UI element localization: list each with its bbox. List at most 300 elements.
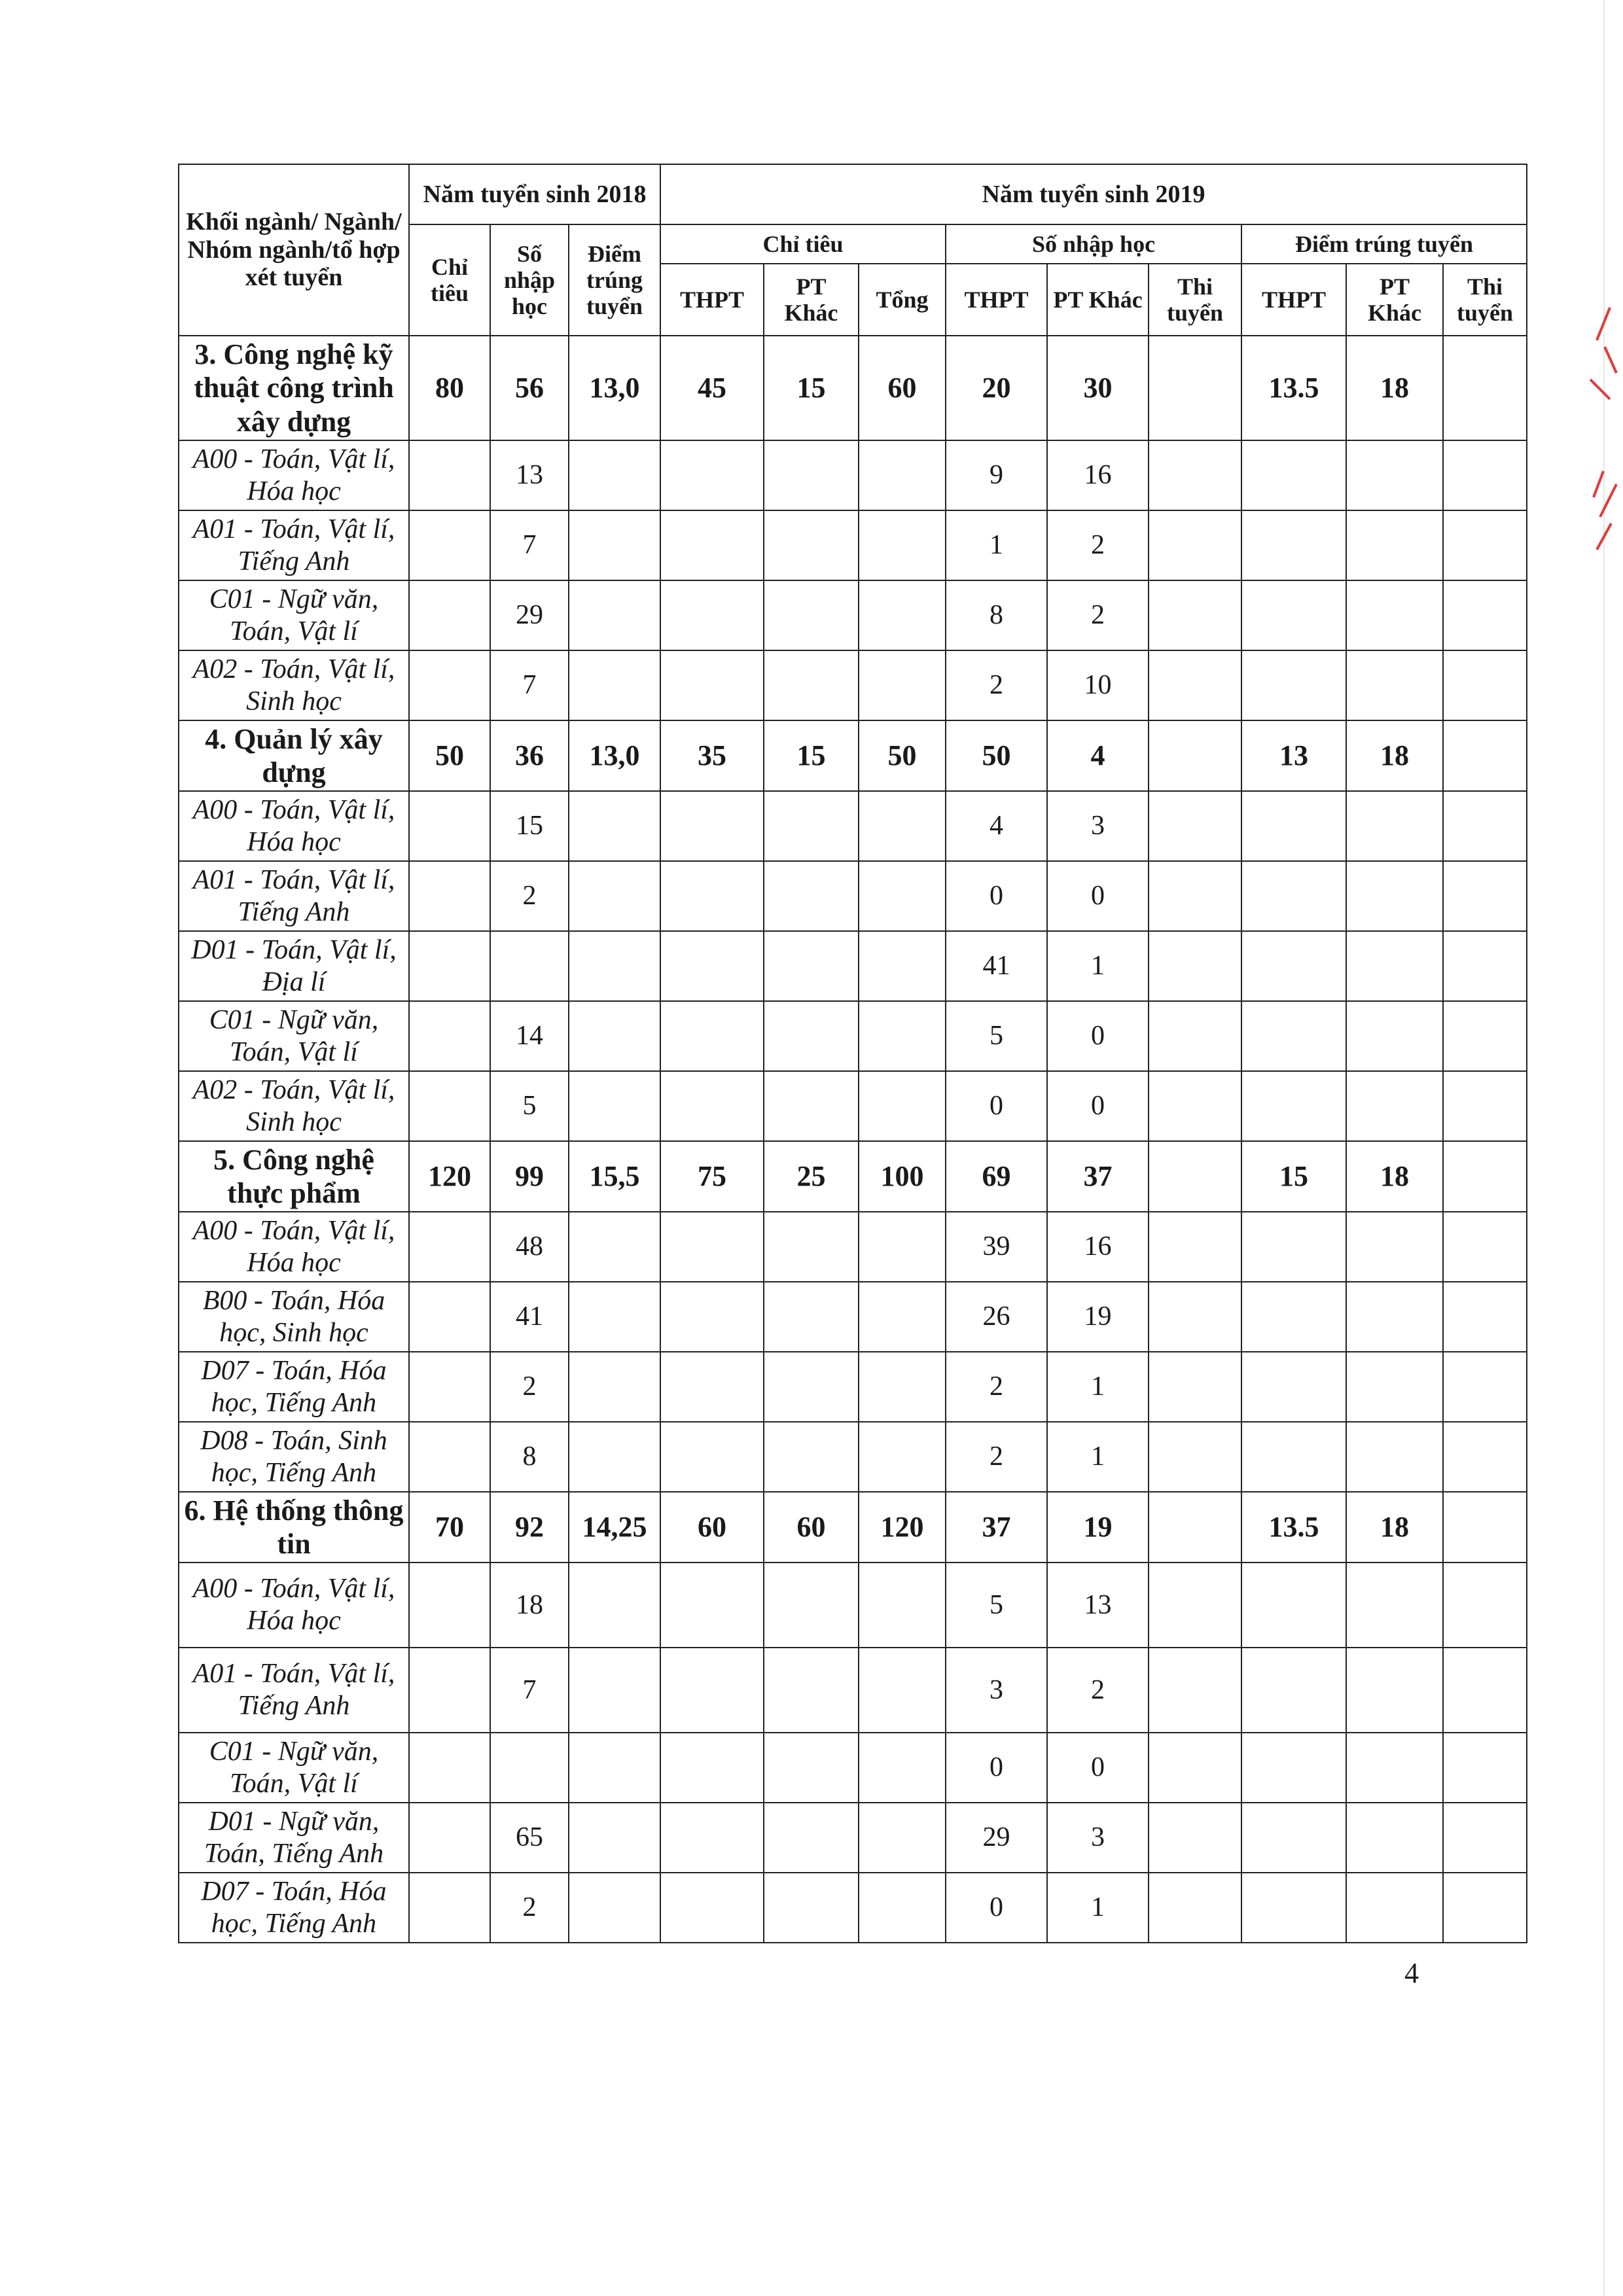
cell-quota-2018 <box>409 1733 490 1803</box>
cell-score-thi-tuyen <box>1443 1212 1527 1282</box>
cell-quota-2018: 70 <box>409 1492 490 1563</box>
cell-score-2018 <box>569 791 660 861</box>
cell-enrolled-thi-tuyen <box>1149 580 1241 650</box>
cell-enrolled-thi-tuyen <box>1149 931 1241 1001</box>
cell-score-pt-khac <box>1346 1071 1443 1141</box>
cell-score-thi-tuyen <box>1443 1352 1527 1422</box>
cell-quota-thpt <box>660 1648 764 1733</box>
cell-enrolled-thpt: 0 <box>946 1873 1047 1943</box>
cell-enrolled-2018: 2 <box>490 861 569 931</box>
cell-score-thpt <box>1241 1873 1346 1943</box>
header-quota-2019: Chỉ tiêu <box>660 224 946 264</box>
table-header <box>179 164 1527 336</box>
program-row <box>179 1141 1527 1212</box>
cell-program: 5. Công nghệ thực phẩm <box>179 1141 409 1212</box>
cell-quota-2018 <box>409 1563 490 1648</box>
cell-program: 6. Hệ thống thông tin <box>179 1492 409 1563</box>
cell-program: A01 - Toán, Vật lí, Tiếng Anh <box>179 861 409 931</box>
cell-score-pt-khac <box>1346 791 1443 861</box>
cell-quota-tong <box>859 1212 946 1282</box>
cell-enrolled-thi-tuyen <box>1149 650 1241 720</box>
cell-enrolled-2018 <box>490 1733 569 1803</box>
cell-score-thi-tuyen <box>1443 861 1527 931</box>
cell-enrolled-pt-khac: 10 <box>1047 650 1149 720</box>
cell-enrolled-thpt: 3 <box>946 1648 1047 1733</box>
cell-enrolled-pt-khac: 1 <box>1047 1352 1149 1422</box>
cell-score-thpt <box>1241 1352 1346 1422</box>
cell-enrolled-2018: 92 <box>490 1492 569 1563</box>
cell-quota-tong: 50 <box>859 720 946 791</box>
cell-enrolled-thi-tuyen <box>1149 720 1241 791</box>
cell-quota-2018 <box>409 650 490 720</box>
combination-row <box>179 1352 1527 1422</box>
cell-score-2018 <box>569 1733 660 1803</box>
cell-score-pt-khac: 18 <box>1346 1492 1443 1563</box>
cell-quota-thpt: 60 <box>660 1492 764 1563</box>
cell-quota-thpt <box>660 1873 764 1943</box>
cell-enrolled-2018: 7 <box>490 1648 569 1733</box>
cell-score-thi-tuyen <box>1443 510 1527 580</box>
cell-score-thi-tuyen <box>1443 1733 1527 1803</box>
cell-quota-pt-khac: 15 <box>764 720 859 791</box>
cell-quota-tong <box>859 1803 946 1873</box>
cell-enrolled-thpt: 8 <box>946 580 1047 650</box>
cell-score-thpt <box>1241 510 1346 580</box>
cell-program: A01 - Toán, Vật lí, Tiếng Anh <box>179 1648 409 1733</box>
cell-enrolled-2018: 36 <box>490 720 569 791</box>
cell-quota-thpt <box>660 1001 764 1071</box>
cell-enrolled-2018: 56 <box>490 336 569 440</box>
cell-enrolled-thpt: 20 <box>946 336 1047 440</box>
cell-score-2018 <box>569 1422 660 1492</box>
cell-enrolled-pt-khac: 4 <box>1047 720 1149 791</box>
cell-quota-2018 <box>409 1001 490 1071</box>
cell-enrolled-thi-tuyen <box>1149 1212 1241 1282</box>
cell-quota-2018: 50 <box>409 720 490 791</box>
cell-quota-tong: 60 <box>859 336 946 440</box>
cell-enrolled-2018: 5 <box>490 1071 569 1141</box>
cell-enrolled-pt-khac: 0 <box>1047 1001 1149 1071</box>
cell-enrolled-thpt: 39 <box>946 1212 1047 1282</box>
cell-enrolled-2018: 48 <box>490 1212 569 1282</box>
cell-quota-2018 <box>409 861 490 931</box>
cell-enrolled-thpt: 2 <box>946 1422 1047 1492</box>
cell-score-pt-khac <box>1346 1648 1443 1733</box>
cell-program: A00 - Toán, Vật lí, Hóa học <box>179 1212 409 1282</box>
combination-row <box>179 1212 1527 1282</box>
cell-enrolled-thi-tuyen <box>1149 510 1241 580</box>
cell-enrolled-thi-tuyen <box>1149 1071 1241 1141</box>
cell-quota-thpt <box>660 1422 764 1492</box>
cell-program: A02 - Toán, Vật lí, Sinh học <box>179 650 409 720</box>
header-enrolled-thi-tuyen: Thi tuyển <box>1149 264 1241 336</box>
header-quota-thpt: THPT <box>660 264 764 336</box>
cell-score-thpt <box>1241 1071 1346 1141</box>
cell-quota-tong <box>859 440 946 510</box>
combination-row <box>179 650 1527 720</box>
table-body <box>179 336 1527 1943</box>
cell-enrolled-thpt: 37 <box>946 1492 1047 1563</box>
cell-enrolled-pt-khac: 16 <box>1047 1212 1149 1282</box>
cell-score-thpt <box>1241 1648 1346 1733</box>
cell-enrolled-pt-khac: 0 <box>1047 861 1149 931</box>
cell-enrolled-thi-tuyen <box>1149 1733 1241 1803</box>
cell-quota-thpt <box>660 1733 764 1803</box>
cell-quota-thpt <box>660 1212 764 1282</box>
cell-score-2018 <box>569 931 660 1001</box>
cell-quota-2018 <box>409 1803 490 1873</box>
cell-score-pt-khac <box>1346 440 1443 510</box>
program-row <box>179 1492 1527 1563</box>
cell-program: C01 - Ngữ văn, Toán, Vật lí <box>179 1001 409 1071</box>
cell-quota-pt-khac <box>764 580 859 650</box>
cell-score-thpt <box>1241 1563 1346 1648</box>
combination-row <box>179 1071 1527 1141</box>
cell-quota-2018 <box>409 580 490 650</box>
header-score-thpt: THPT <box>1241 264 1346 336</box>
cell-quota-2018 <box>409 1071 490 1141</box>
cell-score-2018: 13,0 <box>569 336 660 440</box>
cell-quota-tong <box>859 1071 946 1141</box>
cell-enrolled-thi-tuyen <box>1149 1352 1241 1422</box>
combination-row <box>179 1422 1527 1492</box>
header-quota-pt-khac: PT Khác <box>764 264 859 336</box>
cell-program: A01 - Toán, Vật lí, Tiếng Anh <box>179 510 409 580</box>
cell-quota-thpt <box>660 510 764 580</box>
cell-quota-pt-khac: 25 <box>764 1141 859 1212</box>
cell-quota-tong <box>859 931 946 1001</box>
cell-quota-tong <box>859 1422 946 1492</box>
cell-enrolled-thpt: 0 <box>946 1071 1047 1141</box>
cell-quota-2018 <box>409 1352 490 1422</box>
cell-score-thi-tuyen <box>1443 720 1527 791</box>
cell-score-pt-khac <box>1346 1563 1443 1648</box>
cell-quota-pt-khac <box>764 1422 859 1492</box>
cell-quota-2018: 80 <box>409 336 490 440</box>
cell-score-thi-tuyen <box>1443 1492 1527 1563</box>
cell-quota-pt-khac <box>764 1563 859 1648</box>
cell-program: A00 - Toán, Vật lí, Hóa học <box>179 440 409 510</box>
cell-quota-thpt <box>660 440 764 510</box>
cell-enrolled-thi-tuyen <box>1149 791 1241 861</box>
combination-row <box>179 1001 1527 1071</box>
cell-score-pt-khac <box>1346 650 1443 720</box>
header-score-pt-khac: PT Khác <box>1346 264 1443 336</box>
cell-score-thi-tuyen <box>1443 440 1527 510</box>
cell-enrolled-pt-khac: 37 <box>1047 1141 1149 1212</box>
cell-enrolled-pt-khac: 0 <box>1047 1071 1149 1141</box>
combination-row <box>179 791 1527 861</box>
cell-score-thpt <box>1241 1803 1346 1873</box>
cell-program: D01 - Ngữ văn, Toán, Tiếng Anh <box>179 1803 409 1873</box>
page-number: 4 <box>1404 1957 1419 1989</box>
cell-score-thi-tuyen <box>1443 1282 1527 1352</box>
cell-quota-tong <box>859 1563 946 1648</box>
cell-quota-thpt <box>660 1803 764 1873</box>
header-score-2019: Điểm trúng tuyển <box>1241 224 1527 264</box>
cell-enrolled-pt-khac: 13 <box>1047 1563 1149 1648</box>
cell-quota-2018 <box>409 510 490 580</box>
cell-enrolled-thpt: 9 <box>946 440 1047 510</box>
cell-quota-tong: 120 <box>859 1492 946 1563</box>
cell-quota-thpt <box>660 650 764 720</box>
cell-score-thpt <box>1241 650 1346 720</box>
cell-enrolled-2018: 15 <box>490 791 569 861</box>
combination-row <box>179 1563 1527 1648</box>
cell-score-thpt <box>1241 580 1346 650</box>
cell-quota-pt-khac <box>764 861 859 931</box>
cell-score-thi-tuyen <box>1443 1803 1527 1873</box>
cell-score-2018 <box>569 1803 660 1873</box>
cell-enrolled-thi-tuyen <box>1149 861 1241 931</box>
cell-enrolled-thpt: 5 <box>946 1563 1047 1648</box>
cell-enrolled-pt-khac: 1 <box>1047 931 1149 1001</box>
cell-enrolled-thi-tuyen <box>1149 1648 1241 1733</box>
cell-score-pt-khac <box>1346 931 1443 1001</box>
cell-enrolled-thpt: 0 <box>946 1733 1047 1803</box>
cell-quota-tong <box>859 1873 946 1943</box>
cell-program: D07 - Toán, Hóa học, Tiếng Anh <box>179 1873 409 1943</box>
cell-enrolled-2018: 7 <box>490 510 569 580</box>
cell-quota-thpt <box>660 931 764 1001</box>
cell-quota-tong <box>859 1282 946 1352</box>
cell-quota-2018 <box>409 1873 490 1943</box>
cell-enrolled-thpt: 26 <box>946 1282 1047 1352</box>
cell-enrolled-thi-tuyen <box>1149 1001 1241 1071</box>
cell-enrolled-thpt: 2 <box>946 1352 1047 1422</box>
cell-score-pt-khac <box>1346 580 1443 650</box>
header-enrolled-2018: Số nhập học <box>490 224 569 336</box>
cell-score-thi-tuyen <box>1443 1422 1527 1492</box>
cell-quota-pt-khac <box>764 1803 859 1873</box>
cell-quota-tong <box>859 791 946 861</box>
cell-program: A00 - Toán, Vật lí, Hóa học <box>179 1563 409 1648</box>
cell-score-2018 <box>569 1001 660 1071</box>
cell-enrolled-thi-tuyen <box>1149 1422 1241 1492</box>
combination-row <box>179 1733 1527 1803</box>
cell-score-2018 <box>569 1873 660 1943</box>
cell-score-thpt: 15 <box>1241 1141 1346 1212</box>
cell-score-thpt <box>1241 1282 1346 1352</box>
cell-quota-thpt <box>660 1352 764 1422</box>
combination-row <box>179 1282 1527 1352</box>
cell-score-pt-khac <box>1346 1352 1443 1422</box>
cell-quota-pt-khac <box>764 1648 859 1733</box>
cell-score-thpt: 13.5 <box>1241 336 1346 440</box>
cell-quota-pt-khac <box>764 1352 859 1422</box>
cell-quota-pt-khac <box>764 440 859 510</box>
header-year-2019: Năm tuyển sinh 2019 <box>660 164 1527 224</box>
cell-quota-tong: 100 <box>859 1141 946 1212</box>
cell-program: D08 - Toán, Sinh học, Tiếng Anh <box>179 1422 409 1492</box>
cell-score-thi-tuyen <box>1443 1001 1527 1071</box>
cell-quota-thpt: 45 <box>660 336 764 440</box>
cell-quota-tong <box>859 1733 946 1803</box>
cell-score-thpt <box>1241 861 1346 931</box>
cell-quota-thpt <box>660 1071 764 1141</box>
cell-enrolled-pt-khac: 30 <box>1047 336 1149 440</box>
cell-score-pt-khac <box>1346 1803 1443 1873</box>
header-enrolled-2019: Số nhập học <box>946 224 1241 264</box>
cell-score-thpt <box>1241 931 1346 1001</box>
cell-score-2018 <box>569 1352 660 1422</box>
header-enrolled-thpt: THPT <box>946 264 1047 336</box>
cell-quota-2018 <box>409 440 490 510</box>
combination-row <box>179 510 1527 580</box>
cell-score-2018: 13,0 <box>569 720 660 791</box>
cell-quota-2018 <box>409 1282 490 1352</box>
cell-enrolled-thpt: 0 <box>946 861 1047 931</box>
header-quota-2018: Chỉ tiêu <box>409 224 490 336</box>
cell-quota-pt-khac <box>764 931 859 1001</box>
cell-enrolled-thi-tuyen <box>1149 1803 1241 1873</box>
cell-score-2018 <box>569 580 660 650</box>
cell-score-pt-khac <box>1346 1212 1443 1282</box>
cell-quota-tong <box>859 1352 946 1422</box>
cell-enrolled-thi-tuyen <box>1149 440 1241 510</box>
cell-enrolled-thpt: 2 <box>946 650 1047 720</box>
cell-score-thi-tuyen <box>1443 1648 1527 1733</box>
cell-score-pt-khac: 18 <box>1346 1141 1443 1212</box>
cell-enrolled-pt-khac: 3 <box>1047 1803 1149 1873</box>
cell-enrolled-pt-khac: 2 <box>1047 510 1149 580</box>
cell-score-thi-tuyen <box>1443 1563 1527 1648</box>
admissions-table <box>178 164 1527 1943</box>
cell-score-pt-khac <box>1346 1001 1443 1071</box>
cell-quota-tong <box>859 580 946 650</box>
program-row <box>179 336 1527 440</box>
cell-quota-thpt <box>660 1563 764 1648</box>
cell-enrolled-thpt: 69 <box>946 1141 1047 1212</box>
cell-enrolled-2018 <box>490 931 569 1001</box>
cell-enrolled-thi-tuyen <box>1149 1873 1241 1943</box>
cell-program: C01 - Ngữ văn, Toán, Vật lí <box>179 580 409 650</box>
cell-quota-pt-khac: 60 <box>764 1492 859 1563</box>
cell-enrolled-2018: 2 <box>490 1352 569 1422</box>
cell-score-pt-khac: 18 <box>1346 720 1443 791</box>
combination-row <box>179 1803 1527 1873</box>
header-quota-tong: Tổng <box>859 264 946 336</box>
header-year-2018: Năm tuyển sinh 2018 <box>409 164 660 224</box>
cell-enrolled-pt-khac: 2 <box>1047 1648 1149 1733</box>
cell-quota-pt-khac <box>764 1212 859 1282</box>
cell-quota-thpt: 75 <box>660 1141 764 1212</box>
cell-score-thpt: 13 <box>1241 720 1346 791</box>
cell-enrolled-thpt: 50 <box>946 720 1047 791</box>
combination-row <box>179 580 1527 650</box>
cell-enrolled-pt-khac: 1 <box>1047 1873 1149 1943</box>
cell-quota-pt-khac <box>764 1282 859 1352</box>
cell-score-thi-tuyen <box>1443 1071 1527 1141</box>
cell-enrolled-pt-khac: 0 <box>1047 1733 1149 1803</box>
cell-score-2018 <box>569 650 660 720</box>
header-program: Khối ngành/ Ngành/ Nhóm ngành/tổ hợp xét tuyển <box>179 164 409 336</box>
header-score-2018: Điểm trúng tuyển <box>569 224 660 336</box>
cell-score-2018: 15,5 <box>569 1141 660 1212</box>
cell-score-2018 <box>569 1563 660 1648</box>
cell-quota-thpt: 35 <box>660 720 764 791</box>
cell-score-2018 <box>569 1648 660 1733</box>
cell-enrolled-thpt: 29 <box>946 1803 1047 1873</box>
cell-enrolled-pt-khac: 3 <box>1047 791 1149 861</box>
cell-score-thpt <box>1241 791 1346 861</box>
cell-enrolled-2018: 14 <box>490 1001 569 1071</box>
cell-quota-pt-khac: 15 <box>764 336 859 440</box>
cell-enrolled-thi-tuyen <box>1149 1282 1241 1352</box>
cell-enrolled-pt-khac: 19 <box>1047 1492 1149 1563</box>
cell-quota-tong <box>859 1648 946 1733</box>
cell-quota-pt-khac <box>764 1733 859 1803</box>
cell-score-pt-khac <box>1346 861 1443 931</box>
cell-program: 3. Công nghệ kỹ thuật công trình xây dựng <box>179 336 409 440</box>
header-enrolled-pt-khac: PT Khác <box>1047 264 1149 336</box>
cell-quota-tong <box>859 510 946 580</box>
cell-score-thi-tuyen <box>1443 1141 1527 1212</box>
cell-enrolled-pt-khac: 2 <box>1047 580 1149 650</box>
cell-quota-thpt <box>660 1282 764 1352</box>
cell-enrolled-thi-tuyen <box>1149 336 1241 440</box>
cell-enrolled-thpt: 5 <box>946 1001 1047 1071</box>
cell-score-thi-tuyen <box>1443 650 1527 720</box>
cell-score-2018 <box>569 1212 660 1282</box>
cell-enrolled-pt-khac: 1 <box>1047 1422 1149 1492</box>
cell-score-thi-tuyen <box>1443 791 1527 861</box>
cell-score-pt-khac <box>1346 1733 1443 1803</box>
cell-quota-tong <box>859 1001 946 1071</box>
cell-score-thpt <box>1241 1422 1346 1492</box>
combination-row <box>179 1873 1527 1943</box>
cell-enrolled-thi-tuyen <box>1149 1563 1241 1648</box>
cell-score-thpt <box>1241 1001 1346 1071</box>
combination-row <box>179 440 1527 510</box>
cell-program: D07 - Toán, Hóa học, Tiếng Anh <box>179 1352 409 1422</box>
cell-quota-tong <box>859 861 946 931</box>
cell-enrolled-2018: 29 <box>490 580 569 650</box>
cell-enrolled-2018: 99 <box>490 1141 569 1212</box>
cell-quota-2018 <box>409 1648 490 1733</box>
cell-score-pt-khac <box>1346 1422 1443 1492</box>
cell-score-pt-khac <box>1346 1282 1443 1352</box>
cell-quota-2018 <box>409 931 490 1001</box>
cell-quota-thpt <box>660 861 764 931</box>
cell-quota-2018 <box>409 1212 490 1282</box>
cell-program: C01 - Ngữ văn, Toán, Vật lí <box>179 1733 409 1803</box>
combination-row <box>179 931 1527 1001</box>
cell-quota-2018: 120 <box>409 1141 490 1212</box>
cell-score-2018 <box>569 1282 660 1352</box>
cell-enrolled-2018: 65 <box>490 1803 569 1873</box>
cell-enrolled-pt-khac: 19 <box>1047 1282 1149 1352</box>
combination-row <box>179 861 1527 931</box>
cell-program: A00 - Toán, Vật lí, Hóa học <box>179 791 409 861</box>
cell-enrolled-2018: 2 <box>490 1873 569 1943</box>
red-stamp-mark <box>1571 301 1623 563</box>
header-score-thi-tuyen: Thi tuyển <box>1443 264 1527 336</box>
cell-quota-2018 <box>409 1422 490 1492</box>
cell-score-2018 <box>569 1071 660 1141</box>
combination-row <box>179 1648 1527 1733</box>
cell-score-2018: 14,25 <box>569 1492 660 1563</box>
cell-score-pt-khac <box>1346 1873 1443 1943</box>
cell-program: D01 - Toán, Vật lí, Địa lí <box>179 931 409 1001</box>
cell-score-thi-tuyen <box>1443 1873 1527 1943</box>
cell-program: B00 - Toán, Hóa học, Sinh học <box>179 1282 409 1352</box>
cell-quota-thpt <box>660 580 764 650</box>
cell-score-pt-khac <box>1346 510 1443 580</box>
cell-enrolled-thi-tuyen <box>1149 1141 1241 1212</box>
cell-enrolled-thpt: 4 <box>946 791 1047 861</box>
cell-enrolled-2018: 18 <box>490 1563 569 1648</box>
